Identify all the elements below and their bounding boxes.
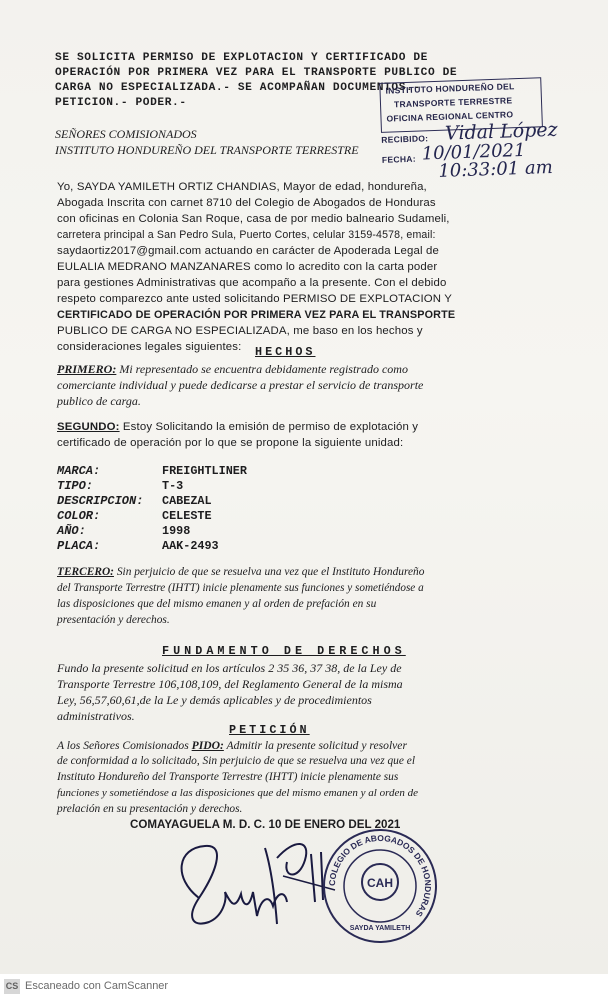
vehicle-label-descripcion: DESCRIPCION: bbox=[57, 494, 144, 508]
vehicle-label-marca: MARCA: bbox=[57, 464, 101, 478]
vehicle-label-tipo: TIPO: bbox=[57, 479, 94, 493]
peticion-prefix: A los Señores Comisionados bbox=[57, 739, 189, 752]
fundamento-heading: FUNDAMENTO DE DERECHOS bbox=[162, 644, 406, 658]
subject-line-4: PETICION.- PODER.- bbox=[55, 97, 187, 109]
seal-bottom-text: SAYDA YAMILETH bbox=[349, 925, 411, 932]
camscanner-text: Escaneado con CamScanner bbox=[25, 980, 169, 992]
intro-line-email: saydaortiz2017@gmail.com actuando en carácter de Apoderada Legal de bbox=[57, 245, 439, 257]
tercero-label: TERCERO: bbox=[57, 566, 114, 578]
fundamento-line-2: Transporte Terrestre 106,108,109, del Reglamento General de la misma bbox=[57, 677, 403, 691]
vehicle-value-descripcion: CABEZAL bbox=[162, 494, 212, 508]
vehicle-label-color: COLOR: bbox=[57, 509, 101, 523]
primero-label: PRIMERO: bbox=[57, 362, 117, 376]
vehicle-value-placa: AAK-2493 bbox=[162, 539, 219, 553]
intro-line: carretera principal a San Pedro Sula, Puerto Cortes, celular 3159-4578, email: bbox=[57, 229, 436, 241]
stamp-hora-value: 10:33:01 am bbox=[438, 156, 554, 182]
reception-stamp bbox=[379, 77, 558, 185]
peticion-heading: PETICIÓN bbox=[229, 723, 310, 737]
stamp-fecha-value: 10/01/2021 bbox=[421, 139, 526, 165]
peticion-line-3: Instituto Hondureño del Transporte Terrestre (IHTT) inicie plenamente sus bbox=[57, 771, 399, 783]
intro-line: para gestiones Administrativas que acompaño a la presente. Con el debido bbox=[57, 277, 447, 289]
seal-ring-text: COLEGIO DE ABOGADOS DE HONDURAS bbox=[326, 832, 434, 919]
peticion-line-2: de conformidad a lo solicitado, Sin perjuicio de que se resuelva una vez que el bbox=[57, 755, 415, 767]
stamp-line-3: OFICINA REGIONAL CENTRO bbox=[386, 109, 514, 124]
vehicle-value-anio: 1998 bbox=[162, 524, 191, 538]
intro-line: CERTIFICADO DE OPERACIÓN POR PRIMERA VEZ PARA EL TRANSPORTE bbox=[57, 309, 456, 321]
intro-line: consideraciones legales siguientes: bbox=[57, 341, 242, 353]
vehicle-label-placa: PLACA: bbox=[57, 539, 101, 553]
primero-paragraph bbox=[57, 362, 408, 377]
peticion-line-5: prelación en su presentación y derechos. bbox=[57, 803, 243, 815]
tercero-line-2: del Transporte Terrestre (IHTT) inicie plenamente sus funciones y sometiéndose a bbox=[57, 582, 424, 594]
addressee-line-1: SEÑORES COMISIONADOS bbox=[55, 127, 197, 141]
segundo-line-1: Estoy Solicitando la emisión de permiso de explotación y bbox=[122, 421, 419, 433]
seal-center-text: CAH bbox=[367, 876, 393, 890]
subject-line-1: SE SOLICITA PERMISO DE EXPLOTACION Y CERTIFICADO DE bbox=[55, 52, 428, 64]
tercero-line-4: presentación y derechos. bbox=[57, 614, 170, 626]
fundamento-line-1: Fundo la presente solicitud en los artículos 2 35 36, 37 38, de la Ley de bbox=[57, 661, 402, 675]
place-date: COMAYAGUELA M. D. C. 10 DE ENERO DEL 2021 bbox=[130, 818, 401, 831]
subject-line-2: OPERACIÓN POR PRIMERA VEZ PARA EL TRANSPORTE PUBLICO DE bbox=[55, 67, 458, 79]
intro-line: con oficinas en Colonia San Roque, casa de por medio balneario Sudameli, bbox=[57, 213, 450, 225]
peticion-line-4: funciones y sometiéndose a las disposiciones que del mismo emanen y al orden de bbox=[57, 787, 418, 799]
segundo-label: SEGUNDO: bbox=[57, 421, 120, 433]
tercero-paragraph bbox=[57, 566, 424, 578]
stamp-fecha-label: FECHA: bbox=[381, 153, 417, 165]
vehicle-value-tipo: T-3 bbox=[162, 479, 184, 493]
intro-line: Abogada Inscrita con carnet 8710 del Colegio de Abogados de Honduras bbox=[57, 197, 436, 209]
primero-line-2: comerciante individual y puede dedicarse a prestar el servicio de transporte bbox=[57, 378, 424, 392]
intro-line: Yo, SAYDA YAMILETH ORTIZ CHANDIAS, Mayor de edad, hondureña, bbox=[57, 181, 427, 193]
tercero-line-1: Sin perjuicio de que se resuelva una vez que el Instituto Hondureño bbox=[116, 566, 425, 578]
segundo-line-2: certificado de operación por lo que se propone la siguiente unidad: bbox=[57, 437, 404, 449]
scanner-footer bbox=[0, 974, 608, 999]
tercero-line-3: las disposiciones que del mismo emanen y al orden de prefación en su bbox=[57, 598, 377, 610]
vehicle-value-marca: FREIGHTLINER bbox=[162, 464, 247, 478]
fundamento-line-3: Ley, 56,57,60,61,de la Le y demás aplicables y de procedimientos bbox=[57, 693, 372, 707]
intro-line: respeto comparezco ante usted solicitando PERMISO DE EXPLOTACION Y bbox=[57, 293, 453, 305]
vehicle-value-color: CELESTE bbox=[162, 509, 212, 523]
peticion-first-line: Admitir la presente solicitud y resolver bbox=[226, 739, 407, 752]
bar-association-seal bbox=[320, 826, 440, 946]
stamp-recibido-label: RECIBIDO: bbox=[381, 133, 429, 145]
primero-line-3: publico de carga. bbox=[57, 394, 141, 408]
addressee-line-2: INSTITUTO HONDUREÑO DEL TRANSPORTE TERRESTRE bbox=[55, 143, 359, 157]
segundo-paragraph bbox=[57, 421, 418, 433]
subject-line-3: CARGA NO ESPECIALIZADA.- SE ACOMPAÑAN DOCUMENTOS.- bbox=[55, 82, 421, 94]
intro-line: PUBLICO DE CARGA NO ESPECIALIZADA, me baso en los hechos y bbox=[57, 325, 423, 337]
fundamento-line-4: administrativos. bbox=[57, 709, 135, 723]
stamp-recibido-value: Vidal López bbox=[444, 118, 558, 145]
peticion-label: PIDO: bbox=[191, 739, 224, 752]
primero-line-1: Mi representado se encuentra debidamente registrado como bbox=[119, 362, 408, 376]
camscanner-badge: CS bbox=[4, 979, 20, 994]
intro-line: EULALIA MEDRANO MANZANARES como lo acredito con la carta poder bbox=[57, 261, 438, 273]
stamp-line-2: TRANSPORTE TERRESTRE bbox=[393, 95, 513, 110]
vehicle-label-anio: AÑO: bbox=[57, 524, 86, 538]
hechos-heading: HECHOS bbox=[255, 345, 316, 359]
peticion-paragraph bbox=[57, 739, 407, 752]
stamp-line-1: INSTITUTO HONDUREÑO DEL bbox=[385, 81, 515, 96]
